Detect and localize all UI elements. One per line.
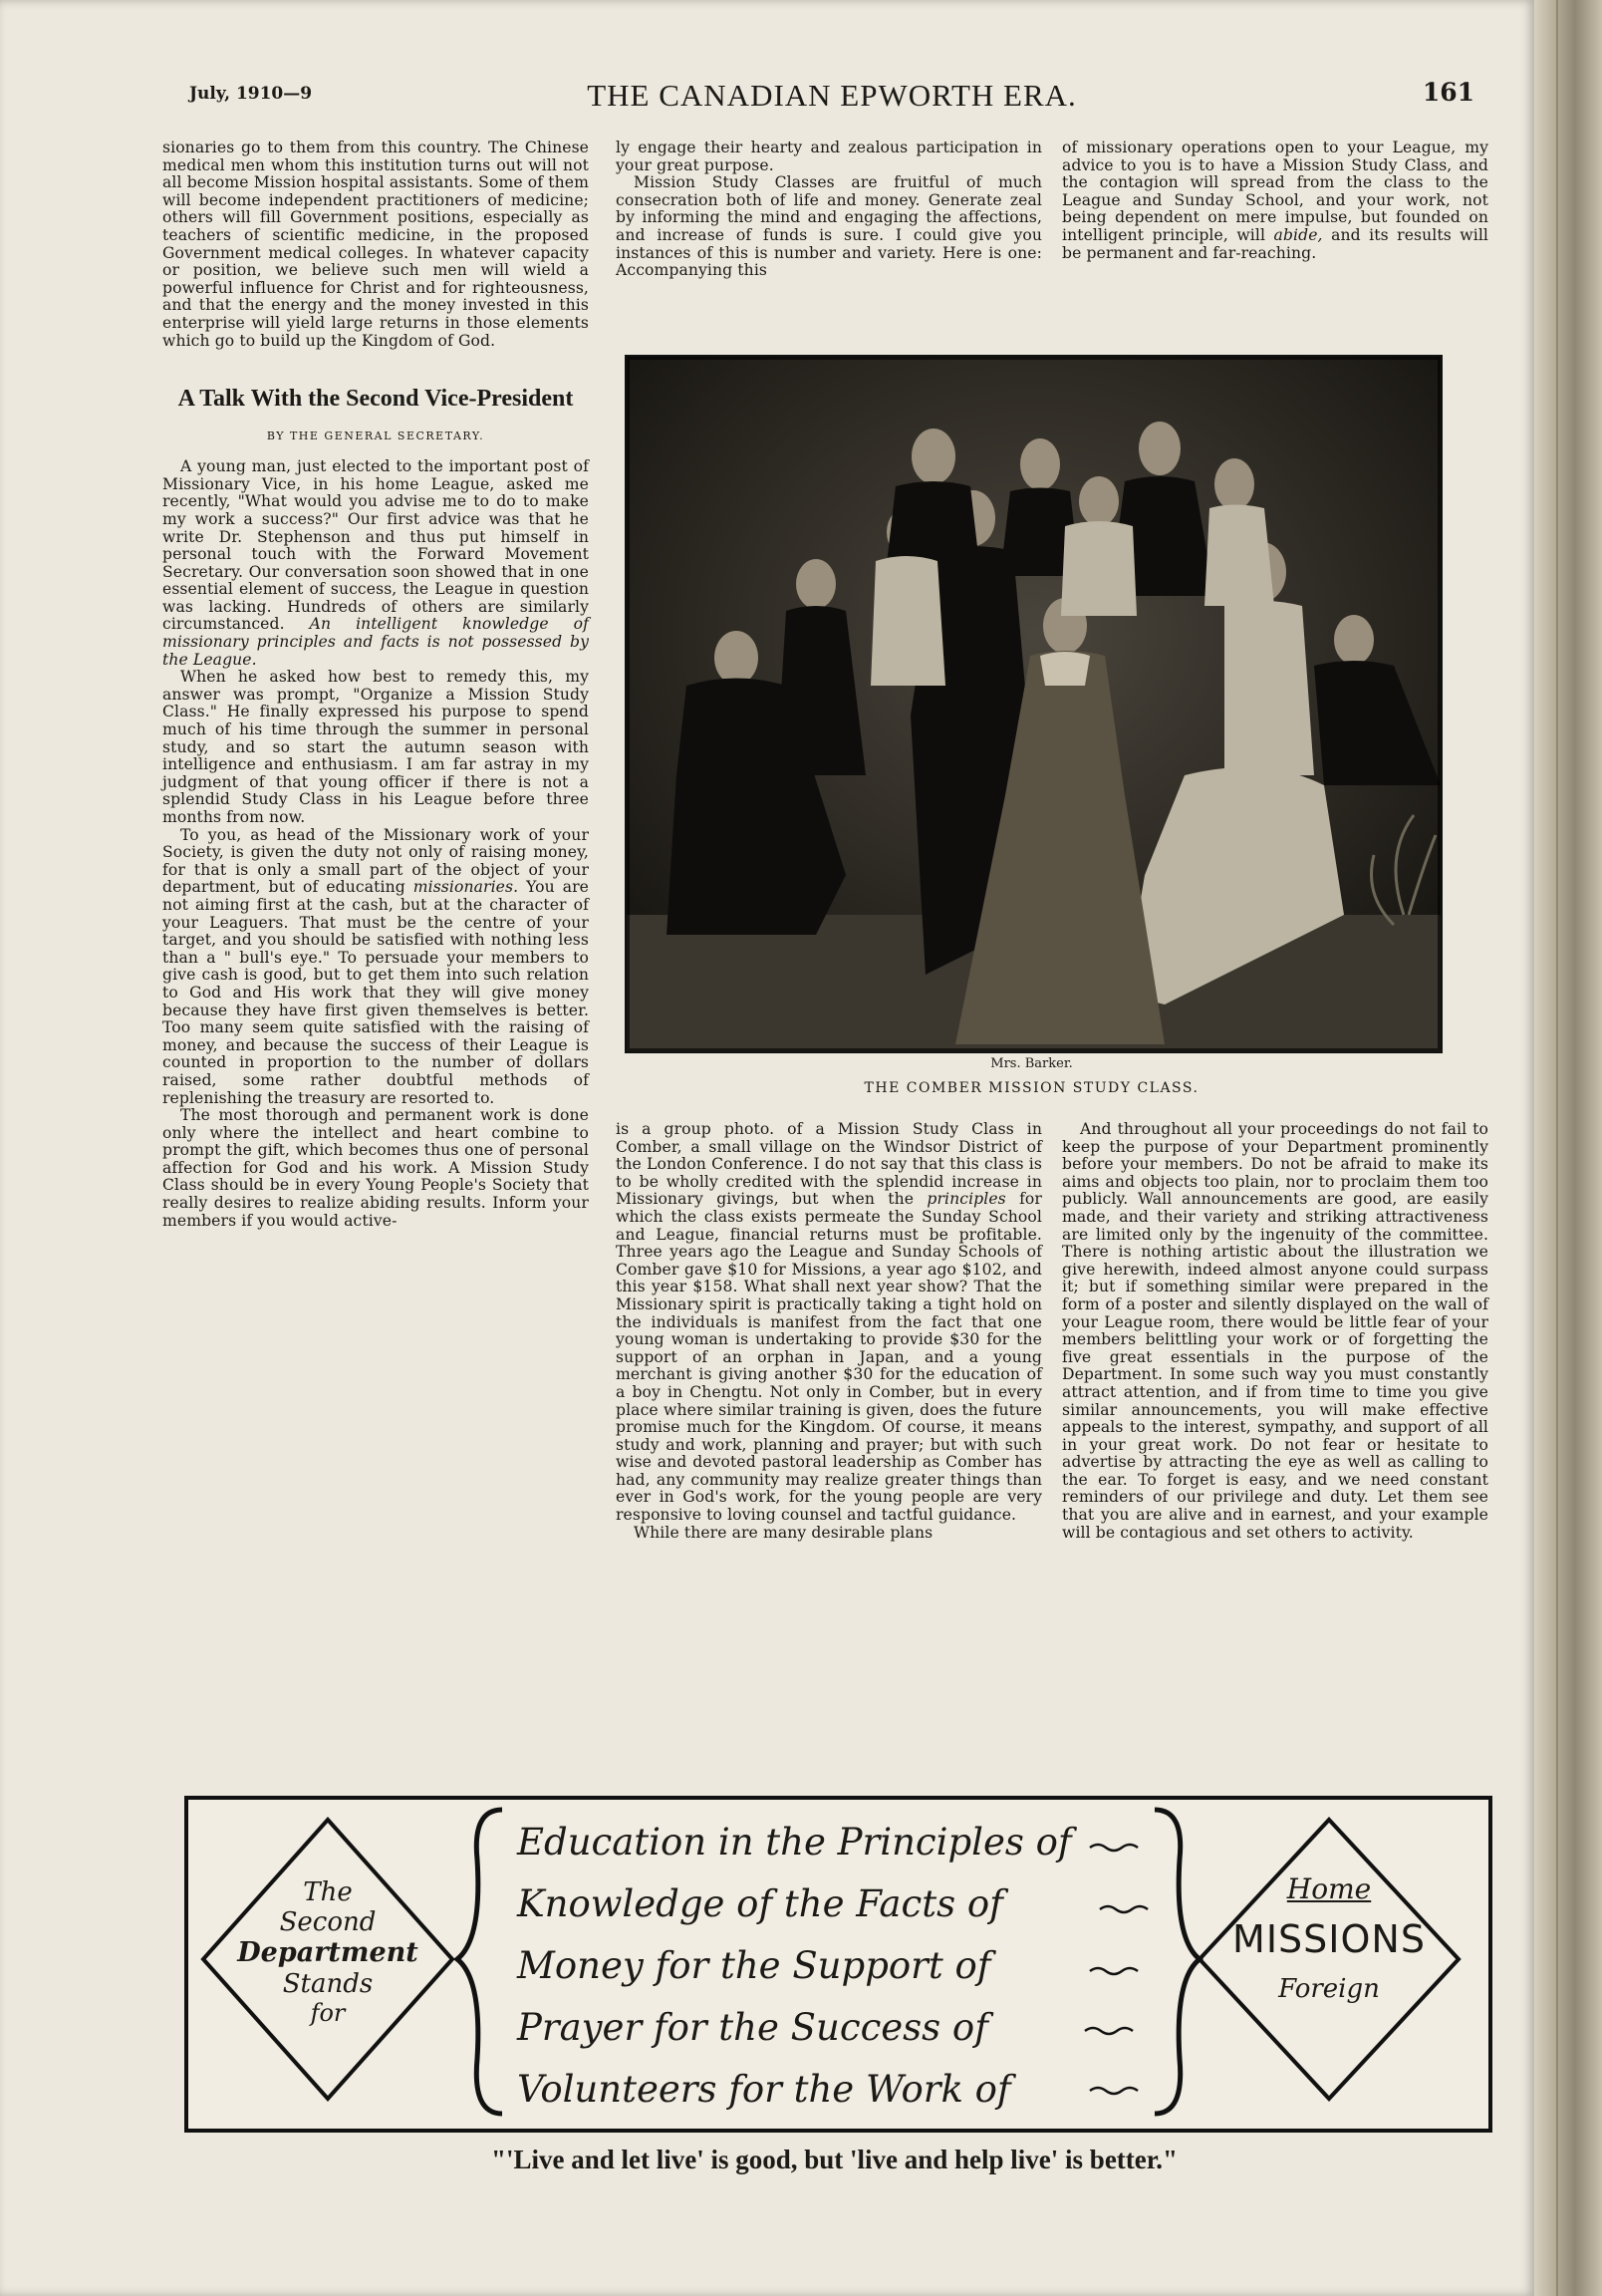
paragraph-text: You are not aiming first at the cash, but at the character of your Leaguers. That must be the centre of your target, and you should be satisfied with nothing less than a " bull's eye." To persuade your members to give cash is good, but to get them into such relation to God and His work that they will give money because they have first given themselves is better. Too many seem quite satisfied with the raising of money, and because the success of their League is counted in proportion to the number of dollars raised, some rather doubtful methods of replenishing the treasury are resorted to.	[162, 878, 589, 1107]
article-paragraph	[616, 1121, 1042, 1525]
emphasis-text: missionaries.	[412, 878, 519, 897]
page-header	[189, 78, 1474, 118]
article-paragraph: And throughout all your proceedings do not fail to keep the purpose of your Department prominently before your members. Do not be afraid to make its aims and objects too plain, nor to proclaim them too publicly. Wall announcements are good, are easily made, and their variety and striking attractiveness are limited only by the ingenuity of the committee. There is nothing artistic about the illustration we give herewith, indeed almost anyone could surpass it; but if something similar were prepared in the form of a poster and silently displayed on the wall of your League room, there would be little fear of your members belittling your work or of forgetting the five great essentials in the purpose of the Department. In some such way you must constantly attract attention, and if from time to time you give similar announcements, you will make effective appeals to the interest, sympathy, and support of all in your great work. Do not fear or hesitate to advertise by attracting the eye as well as calling to the ear. To forget is easy, and we need constant reminders of our privilege and duty. Let them see that you are alive and in earnest, and your example will be contagious and set others to activity.	[1062, 1120, 1488, 1542]
article-title: A Talk With the Second Vice-President	[177, 386, 574, 413]
article-paragraph	[162, 458, 589, 669]
diamond-word: Department	[237, 1937, 418, 1968]
diamond-word: The	[303, 1877, 353, 1907]
poster-line: Education in the Principles of	[517, 1821, 1072, 1864]
photo-caption-title: THE COMBER MISSION STUDY CLASS.	[864, 1080, 1200, 1096]
intro-paragraph: sionaries go to them from this country. The Chinese medical men whom this institution turns out will not all become Mission hospital assistants. Some of them will become independent practitioners of medicine; others will fill Government positions, especially as teachers of scientific medicine, in the proposed Government medical colleges. In whatever capacity or position, we believe such men will wield a powerful influence for Christ and for righteousness, and that the energy and the money invested in this enterprise will yield large returns in those elements which go to build up the Kingdom of God.	[162, 139, 589, 350]
article-paragraph	[162, 827, 589, 1108]
photo-caption-name: Mrs. Barker.	[990, 1056, 1073, 1071]
byline: BY THE GENERAL SECRETARY.	[266, 430, 485, 443]
article-paragraph: ly engage their hearty and zealous participation in your great purpose.	[616, 139, 1042, 174]
paragraph-text: is a group photo. of a Mission Study Class in Comber, a small village on the Windsor District of the London Conference. I do not say that this class is to be wholly credited with the splendid increase in Missionary givings, but when the	[616, 1120, 1042, 1209]
diamond-word: Stands	[282, 1969, 374, 1999]
left-diamond-text	[218, 1877, 437, 2027]
magazine-title: THE CANADIAN EPWORTH ERA.	[587, 78, 1077, 113]
diamond-word: MISSIONS	[1232, 1917, 1426, 1961]
emphasis-text: abide,	[1273, 225, 1323, 244]
poster-line: Money for the Support of	[517, 1944, 991, 1987]
poster-line: Volunteers for the Work of	[517, 2068, 1011, 2111]
poster-line: Prayer for the Success of	[517, 2006, 988, 2049]
article-paragraph: The most thorough and permanent work is done only where the intellect and heart combine to prompt the gift, which becomes thus one of personal affection for God and his work. A Mission Study Class should be in every Young People's Society that really desires to realize abiding results. Inform your members if you would active-	[162, 1106, 589, 1230]
diamond-word: Second	[279, 1907, 377, 1937]
right-brace	[1155, 1810, 1200, 2114]
group-photo	[625, 355, 1443, 1053]
paragraph-text: To you, as head of the Missionary work of your Society, is given the duty not only of raising money, for that is only a small part of the object of your department, but of educating	[162, 825, 589, 897]
poster-line: Knowledge of the Facts of	[517, 1882, 1003, 1925]
left-column	[162, 140, 589, 1230]
emphasis-text: An intelligent knowledge of missionary principles and facts is not possessed by the League.	[162, 615, 589, 669]
issue-date: July, 1910—9	[189, 84, 313, 104]
paragraph-text: for which the class exists permeate the Sunday School and League, financial returns must be profitable. Three years ago the League and Sunday Schools of Comber gave $10 for Missions, a year ago $102, and this year $158. What shall next year show? That the Missionary spirit is practically taking a tight hold on the individuals is manifest from the fact that one young woman is undertaking to provide $30 for the support of an orphan in Japan, and a young merchant is giving another $30 for the education of a boy in Chengtu. Not only in Comber, but in every place where similar training is given, does the future promise much for the Kingdom. Of course, it means study and work, planning and prayer; but with such wise and devoted pastoral leadership as Comber has had, any community may realize greater things than ever in God's work, for the young people are very responsive to loving counsel and tactful guidance.	[616, 1190, 1042, 1525]
middle-top-column	[616, 140, 1042, 280]
group-photo-image	[627, 357, 1441, 1051]
right-diamond-text	[1214, 1869, 1444, 2009]
middle-bottom-column	[616, 1121, 1042, 1542]
paragraph-text: of missionary operations open to your League, my advice to you is to have a Mission Study Class, and the contagion will spread from the class to the League and Sunday School, and your work, not being dependent on mere impulse, but founded on intelligent principle, will	[1062, 139, 1488, 244]
department-poster	[184, 1796, 1492, 2133]
article-paragraph: While there are many desirable plans	[634, 1523, 934, 1542]
poster-lines	[517, 1812, 1095, 2121]
bottom-quote: "'Live and let live' is good, but 'live and help live' is better."	[490, 2145, 1179, 2174]
page-binding-edge	[1534, 0, 1602, 2296]
diamond-word: Foreign	[1278, 1974, 1380, 2004]
paragraph-text: A young man, just elected to the important post of Missionary Vice, in his home League, asked me recently, "What would you advise me to do to make my work a success?" Our first advice was that he write Dr. Stephenson and thus put himself in personal touch with the Forward Movement Secretary. Our conversation soon showed that in one essential element of success, the League in question was lacking. Hundreds of others are similarly circumstanced.	[162, 457, 589, 634]
diamond-word: Home	[1286, 1872, 1372, 1905]
left-brace	[457, 1810, 502, 2114]
emphasis-text: principles	[927, 1190, 1006, 1209]
article-paragraph: When he asked how best to remedy this, my answer was prompt, "Organize a Mission Study Class." He finally expressed his purpose to spend much of his time through the summer in personal study, and so start the autumn season with intelligence and enthusiasm. I am far astray in my judgment of that young officer if there is not a splendid Study Class in his League before three months from now.	[162, 668, 589, 826]
right-bottom-column	[1062, 1121, 1488, 1542]
page-number: 161	[1422, 78, 1474, 107]
right-top-column	[1062, 140, 1488, 262]
paragraph-text: and its results will be permanent and far-reaching.	[1062, 225, 1489, 262]
diamond-word: for	[310, 1999, 346, 2027]
article-paragraph: Mission Study Classes are fruitful of much consecration both of life and money. Generate zeal by informing the mind and engaging the affections, and increase of funds is sure. I could give you instances of this is number and variety. Here is one: Accompanying this	[616, 173, 1042, 280]
article-paragraph	[1062, 140, 1488, 262]
